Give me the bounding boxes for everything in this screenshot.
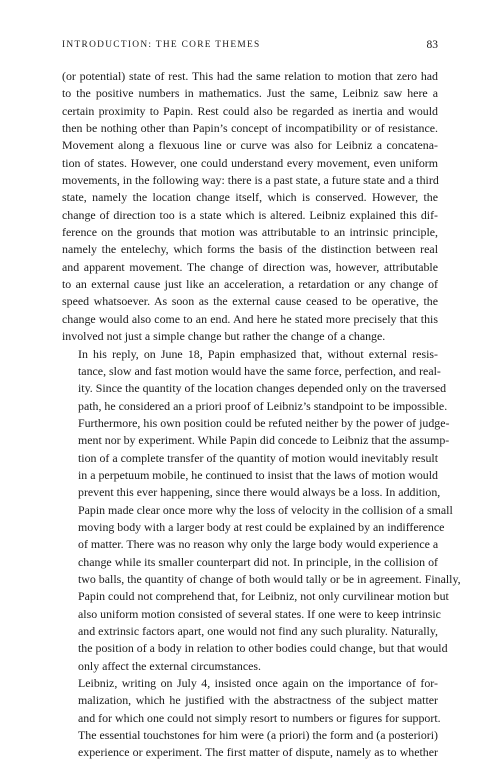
text-line: The essential touchstones for him were (a priori) the form and (a posteriori) — [78, 728, 438, 743]
text-line: state, namely the location change itself, which is conserved. However, the — [62, 190, 438, 205]
page-number: 83 — [426, 39, 438, 51]
text-line: ference on the grounds that motion was attributable to an intrinsic principle, — [62, 225, 438, 240]
text-line: involved not just a simple change but rather the change of a change. — [62, 329, 386, 344]
text-line: ity. Since the quantity of the location changes depended only on the traversed — [78, 381, 447, 396]
text-line: Leibniz, writing on July 4, insisted once again on the importance of for- — [78, 676, 438, 691]
text-line: path, he considered an a priori proof of Leibniz’s standpoint to be impossible. — [78, 398, 448, 413]
paragraph-2 — [62, 346, 461, 676]
text-line: also uniform motion consisted of several states. If one were to keep intrinsic — [78, 606, 441, 621]
text-line: experience or experiment. The first matter of dispute, namely as to whether — [78, 745, 438, 760]
body-text — [62, 68, 461, 762]
paragraph-3 — [62, 675, 441, 762]
text-line: of matter. There was no reason why only the large body would experience a — [78, 537, 439, 552]
running-head-title: INTRODUCTION: THE CORE THEMES — [62, 40, 261, 50]
text-line: and for which one could not simply resort to numbers or figures for support. — [78, 710, 441, 725]
text-line: change while its smaller counterpart did not. In principle, in the collision of — [78, 554, 438, 569]
text-line: and apparent movement. The change of direction was, however, attributable — [62, 259, 438, 274]
text-line: (or potential) state of rest. This had the same relation to motion that zero had — [62, 69, 438, 83]
text-line: Movement along a flexuous line or curve was also for Leibniz a concatena- — [62, 138, 438, 153]
text-line: speed whatsoever. As soon as the external cause ceased to be operative, the — [62, 294, 438, 309]
text-line: the position of a body in relation to other bodies could change, but that would — [78, 641, 448, 656]
text-line: certain proximity to Papin. Rest could also be regarded as inertia and would — [62, 103, 438, 118]
text-line: moving body with a larger body at rest could be explained by an indifference — [78, 519, 445, 534]
text-line: tance, slow and fast motion would have the same force, perfection, and real- — [78, 363, 441, 378]
text-line: only affect the external circumstances. — [78, 658, 262, 673]
text-line: In his reply, on June 18, Papin emphasized that, without external resis- — [78, 346, 438, 361]
text-line: ment nor by experiment. While Papin did concede to Leibniz that the assump- — [78, 433, 450, 448]
text-line: change of direction too is a state which is altered. Leibniz explained this dif- — [62, 207, 438, 222]
text-line: prevent this ever happening, since there would always be a loss. In addition, — [78, 485, 441, 500]
text-line: to an external cause just like an acceleration, a retardation or any change of — [62, 277, 438, 292]
text-line: to the positive numbers in mathematics. Just the same, Leibniz saw here a — [62, 86, 438, 101]
text-line: Papin could not comprehend that, for Leibniz, not only curvilinear motion but — [78, 589, 449, 604]
paragraph-1 — [62, 68, 438, 346]
text-line: namely the entelechy, which forms the basis of the distinction between real — [62, 242, 438, 257]
text-line: movements, in the following way: there is a past state, a future state and a third — [62, 173, 439, 188]
text-line: tion of states. However, one could understand every movement, even uniform — [62, 155, 438, 170]
text-line: and extrinsic factors apart, one would not find any such plurality. Naturally, — [78, 624, 438, 638]
text-line: tion of a complete transfer of the quantity of motion would inevitably result — [78, 450, 438, 465]
text-line: two balls, the quantity of change of both would tally or be in agreement. Finally, — [78, 571, 461, 586]
text-line: Furthermore, his own position could be refuted neither by the power of judge- — [78, 415, 450, 430]
text-line: in a perpetuum mobile, he continued to insist that the laws of motion would — [78, 467, 438, 482]
text-line: Papin made clear once more why the loss of velocity in the collision of a small — [78, 502, 453, 517]
running-head — [62, 40, 438, 56]
text-line: then be nothing other than Papin’s concept of incompatibility or of resistance. — [62, 121, 438, 136]
text-line: change would also come to an end. And here he stated more precisely that this — [62, 311, 438, 326]
text-line: malization, which he justified with the abstractness of the subject matter — [78, 693, 438, 708]
